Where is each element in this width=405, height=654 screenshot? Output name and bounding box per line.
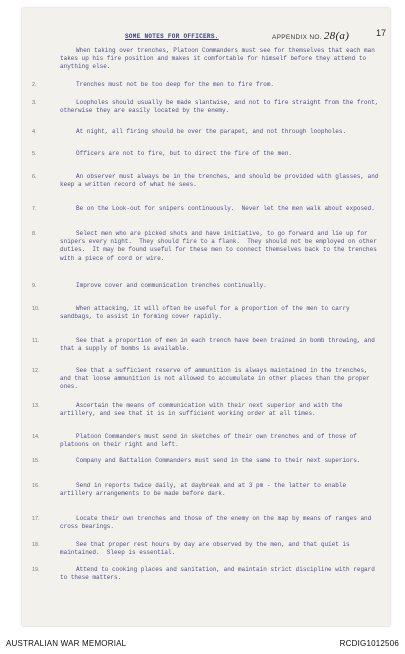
paragraph-text: See that a proportion of men in each trench have been trained in bomb throwing, and that a supply of bombs is available. xyxy=(60,337,379,353)
paragraph-text: Locate their own trenches and those of the enemy on the map by means of ranges and cross bearings. xyxy=(60,515,375,531)
paragraph-text: Send in reports twice daily, at daybreak and at 3 pm - the latter to enable artillery arrangements to be made before dark. xyxy=(60,482,350,498)
paragraph-1 xyxy=(60,47,382,72)
paragraph-text: Select men who are picked shots and have initiative, to go forward and lie up for snipers every night. They should fire to a flank. They should not be employed on other duties. It may be found useful for these men to connect themselves back to the trenches with a piece of cord or wire. xyxy=(60,230,381,262)
paragraph-text: See that a sufficient reserve of ammunition is always maintained in the trenches, and that loose ammunition is not allowed to accumulate in other places than the proper ones. xyxy=(60,367,374,391)
paragraph-text: Company and Battalion Commanders must send in the same to their next superiors. xyxy=(76,457,361,464)
paragraph-11 xyxy=(32,337,382,353)
paragraph-text: Ascertain the means of communication with their next superior and with the artillery, and see that it is in sufficient working order at all times. xyxy=(60,402,347,418)
paragraph-number: 17. xyxy=(32,516,40,522)
paragraph-number: 12. xyxy=(32,368,40,374)
paragraph-4 xyxy=(32,128,382,136)
paragraph-number: 5. xyxy=(32,151,37,157)
paragraph-9 xyxy=(32,282,382,290)
paragraph-3 xyxy=(32,99,383,115)
paragraph-text: See that proper rest hours by day are observed by the men, and that quiet is maintained. Sleep is essential. xyxy=(60,541,354,557)
paragraph-text: At night, all firing should be over the parapet, and not through loopholes. xyxy=(76,128,347,135)
paragraph-number: 10. xyxy=(32,306,40,312)
paragraph-number: 11. xyxy=(32,338,40,344)
paragraph-number: 14. xyxy=(32,434,40,440)
paragraph-text: Platoon Commanders must send in sketches of their own trenches and of those of platoons on their right and left. xyxy=(60,433,361,449)
paragraph-13 xyxy=(32,402,382,418)
paragraph-number: 19. xyxy=(32,567,40,573)
paragraph-2 xyxy=(32,81,382,89)
paragraph-number: 13. xyxy=(32,403,40,409)
paragraph-number: 6. xyxy=(32,174,37,180)
paragraph-number: 9. xyxy=(32,283,37,289)
paragraph-number: 7. xyxy=(32,206,37,212)
paragraph-8 xyxy=(32,230,382,263)
paragraph-17 xyxy=(32,515,382,531)
paragraph-7 xyxy=(32,205,382,213)
paragraph-18 xyxy=(32,541,382,557)
paragraph-16 xyxy=(32,482,382,498)
document-title: SOME NOTES FOR OFFICERS. xyxy=(125,33,219,40)
appendix-label: APPENDIX NO. xyxy=(272,34,322,41)
paragraph-number: 2. xyxy=(32,82,37,88)
paragraph-12 xyxy=(32,367,382,392)
paragraph-number: 15. xyxy=(32,458,40,464)
footer-institution: AUSTRALIAN WAR MEMORIAL xyxy=(6,639,127,648)
paragraph-text: Attend to cooking places and sanitation, and maintain strict discipline with regard to these matters. xyxy=(60,566,379,582)
paragraph-6 xyxy=(32,173,383,189)
paragraph-number: 16. xyxy=(32,483,40,489)
paragraph-number: 18. xyxy=(32,542,40,548)
page-number: 17 xyxy=(376,28,387,38)
paragraph-text: Be on the Look-out for snipers continuously. Never let the men walk about exposed. xyxy=(76,205,375,212)
appendix-number: 28(a) xyxy=(323,30,350,42)
appendix-stamp xyxy=(272,30,349,42)
paragraph-10 xyxy=(32,305,382,321)
paragraph-number: 3. xyxy=(32,100,37,106)
footer-record-id: RCDIG1012506 xyxy=(339,639,399,648)
paragraph-text: Officers are not to fire, but to direct the fire of the men. xyxy=(76,150,293,157)
paragraph-text: Improve cover and communication trenches continually. xyxy=(76,282,267,289)
paragraph-14 xyxy=(32,433,382,449)
paragraph-text: An observer must always be in the trenches, and should be provided with glasses, and keep a written record of what he sees. xyxy=(60,173,383,189)
paragraph-5 xyxy=(32,150,382,158)
paragraph-19 xyxy=(32,566,382,582)
paragraph-text: When attacking, it will often be useful for a proportion of the men to carry sandbags, to assist in forming cover rapidly. xyxy=(60,305,354,321)
paragraph-15 xyxy=(32,457,382,465)
paragraph-text: Trenches must not be too deep for the men to fire from. xyxy=(76,81,275,88)
paragraph-number: 8. xyxy=(32,231,37,237)
paragraph-text: Loopholes should usually be made slantwise, and not to fire straight from the front, otherwise they are easily located by the enemy. xyxy=(60,99,383,115)
paragraph-number: 4. xyxy=(32,129,37,135)
paragraph-text: When taking over trenches, Platoon Commanders must see for themselves that each man takes up his fire position and makes it comfortable for himself before they attend to anything else. xyxy=(60,47,379,71)
footer-bar xyxy=(0,631,405,654)
